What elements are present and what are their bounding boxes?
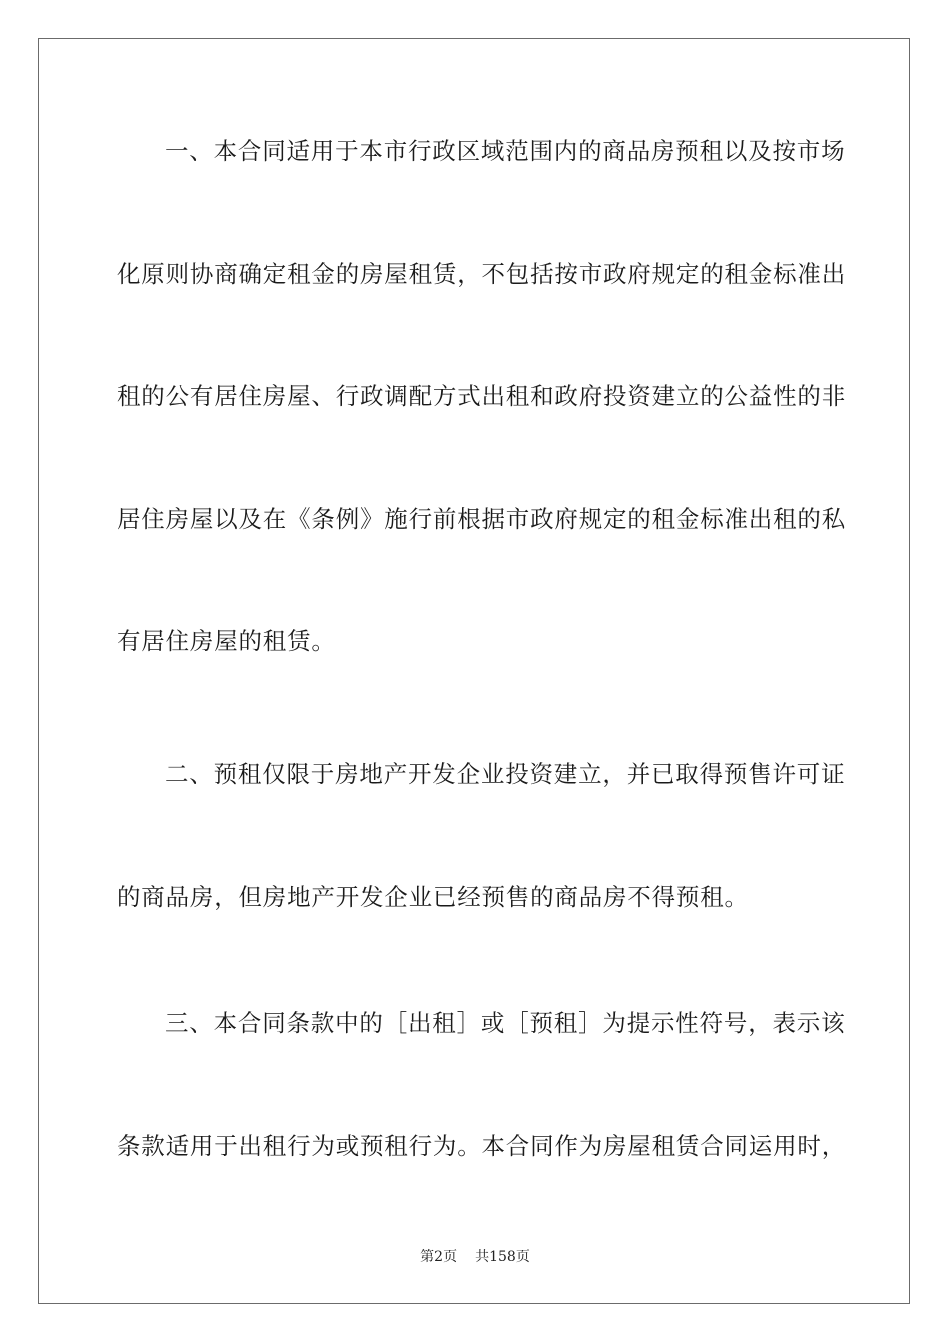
paragraph-1-line-3: 租的公有居住房屋、行政调配方式出租和政府投资建立的公益性的非 [117, 382, 846, 410]
paragraph-1-line-4: 居住房屋以及在《条例》施行前根据市政府规定的租金标准出租的私 [117, 505, 846, 533]
page-footer [0, 1246, 950, 1268]
page-total: 共158页 [475, 1249, 530, 1265]
paragraph-1-line-2: 化原则协商确定租金的房屋租赁，不包括按市政府规定的租金标准出 [117, 260, 846, 288]
paragraph-3-line-2: 条款适用于出租行为或预租行为。本合同作为房屋租赁合同运用时， [117, 1132, 846, 1160]
page-border [38, 38, 910, 1304]
paragraph-1-line-5: 有居住房屋的租赁。 [117, 627, 336, 655]
paragraph-3-line-1: 三、本合同条款中的［出租］或［预租］为提示性符号，表示该 [165, 1009, 846, 1037]
paragraph-2-line-1: 二、预租仅限于房地产开发企业投资建立，并已取得预售许可证 [165, 760, 846, 788]
paragraph-2-line-2: 的商品房，但房地产开发企业已经预售的商品房不得预租。 [117, 883, 749, 911]
paragraph-1-line-1: 一、本合同适用于本市行政区域范围内的商品房预租以及按市场 [165, 137, 846, 165]
page-number: 第2页 [420, 1249, 458, 1265]
